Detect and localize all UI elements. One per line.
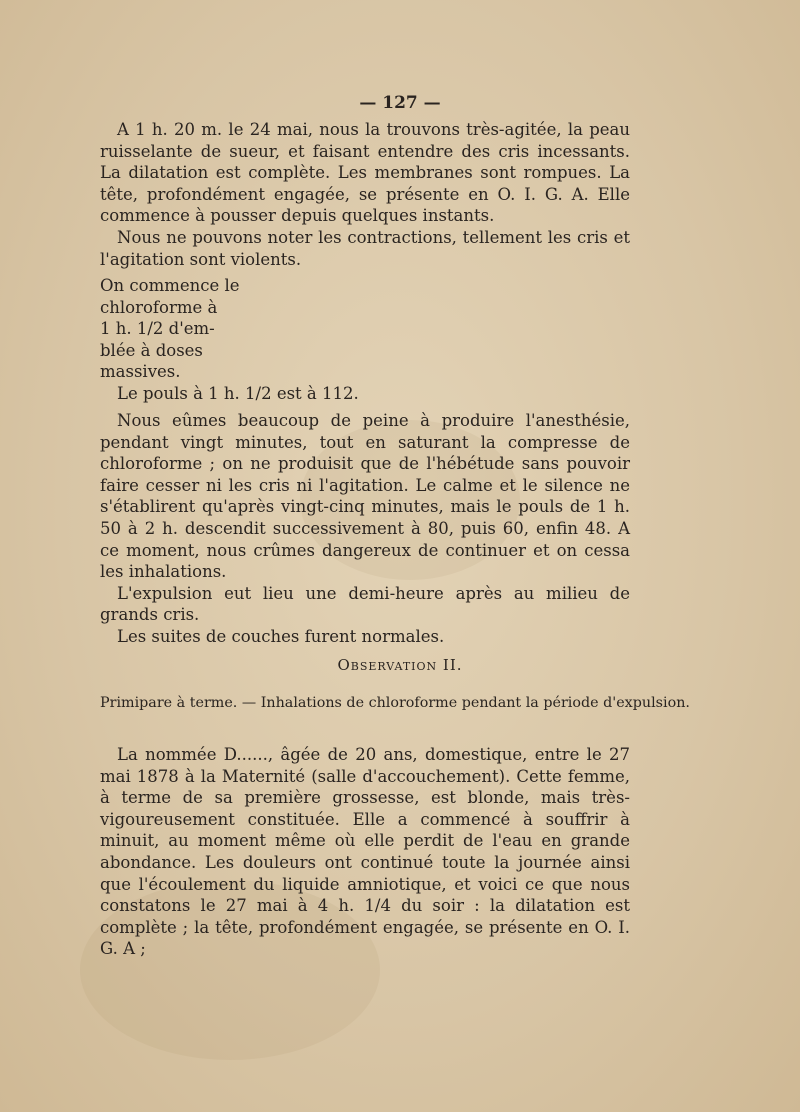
paragraph: La nommée D......, âgée de 20 ans, domestique, entre le 27 mai 1878 à la Maternité (salle d'accouchement). Cette femme, à terme de sa première grossesse, est blonde, mais très-vigoureusement constituée. Elle a commencé à souffrir à minuit, au moment même où elle perdit de l'eau en grande abondance. Les douleurs ont continué toute la journée ainsi que l'écoulement du liquide amniotique, et voici ce que nous constatons le 27 mai à 4 h. 1/4 du soir : la dilatation est complète ; la tête, profondément engagée, se présente en O. I. G. A ;: [100, 745, 630, 959]
page-number: — 127 —: [359, 93, 441, 113]
chloroform-note: [100, 275, 630, 405]
text-block-middle: [100, 410, 630, 648]
text-block-bottom: [100, 744, 630, 960]
note-line: On commence le: [100, 276, 240, 295]
paragraph: Nous eûmes beaucoup de peine à produire l'anesthésie, pendant vingt minutes, tout en saturant la compresse de chloroforme ; on ne produisit que de l'hébétude sans pouvoir faire cesser ni les cris ni l'agitation. Le calme et le silence ne s'établirent qu'après vingt-cinq minutes, mais le pouls de 1 h. 50 à 2 h. descendit successivement à 80, puis 60, enfin 48. A ce moment, nous crûmes dangereux de continuer et on cessa les inhalations.: [100, 411, 630, 582]
pouls-line: Le pouls à 1 h. 1/2 est à 112.: [117, 383, 359, 403]
paragraph: L'expulsion eut lieu une demi-heure après au milieu de grands cris.: [100, 583, 630, 625]
paragraph: Les suites de couches furent normales.: [117, 626, 445, 646]
note-line: chloroforme à: [100, 297, 218, 317]
note-line: massives.: [100, 362, 181, 382]
paragraph: A 1 h. 20 m. le 24 mai, nous la trouvons très-agitée, la peau ruisselante de sueur, et faisant entendre des cris incessants. La dilatation est complète. Les membranes sont rompues. La tête, profondément engagée, se présente en O. I. G. A. Elle commence à pousser depuis quelques instants.: [100, 120, 630, 226]
observation-summary: Primipare à terme. — Inhalations de chloroforme pendant la période d'expulsion.: [100, 695, 690, 711]
note-line: 1 h. 1/2 d'em-: [100, 319, 215, 339]
paragraph: Nous ne pouvons noter les contractions, tellement les cris et l'agitation sont violents.: [100, 227, 630, 269]
note-line: blée à doses: [100, 340, 203, 360]
observation-heading: Observation II.: [337, 656, 463, 674]
text-block-top: [100, 119, 630, 270]
